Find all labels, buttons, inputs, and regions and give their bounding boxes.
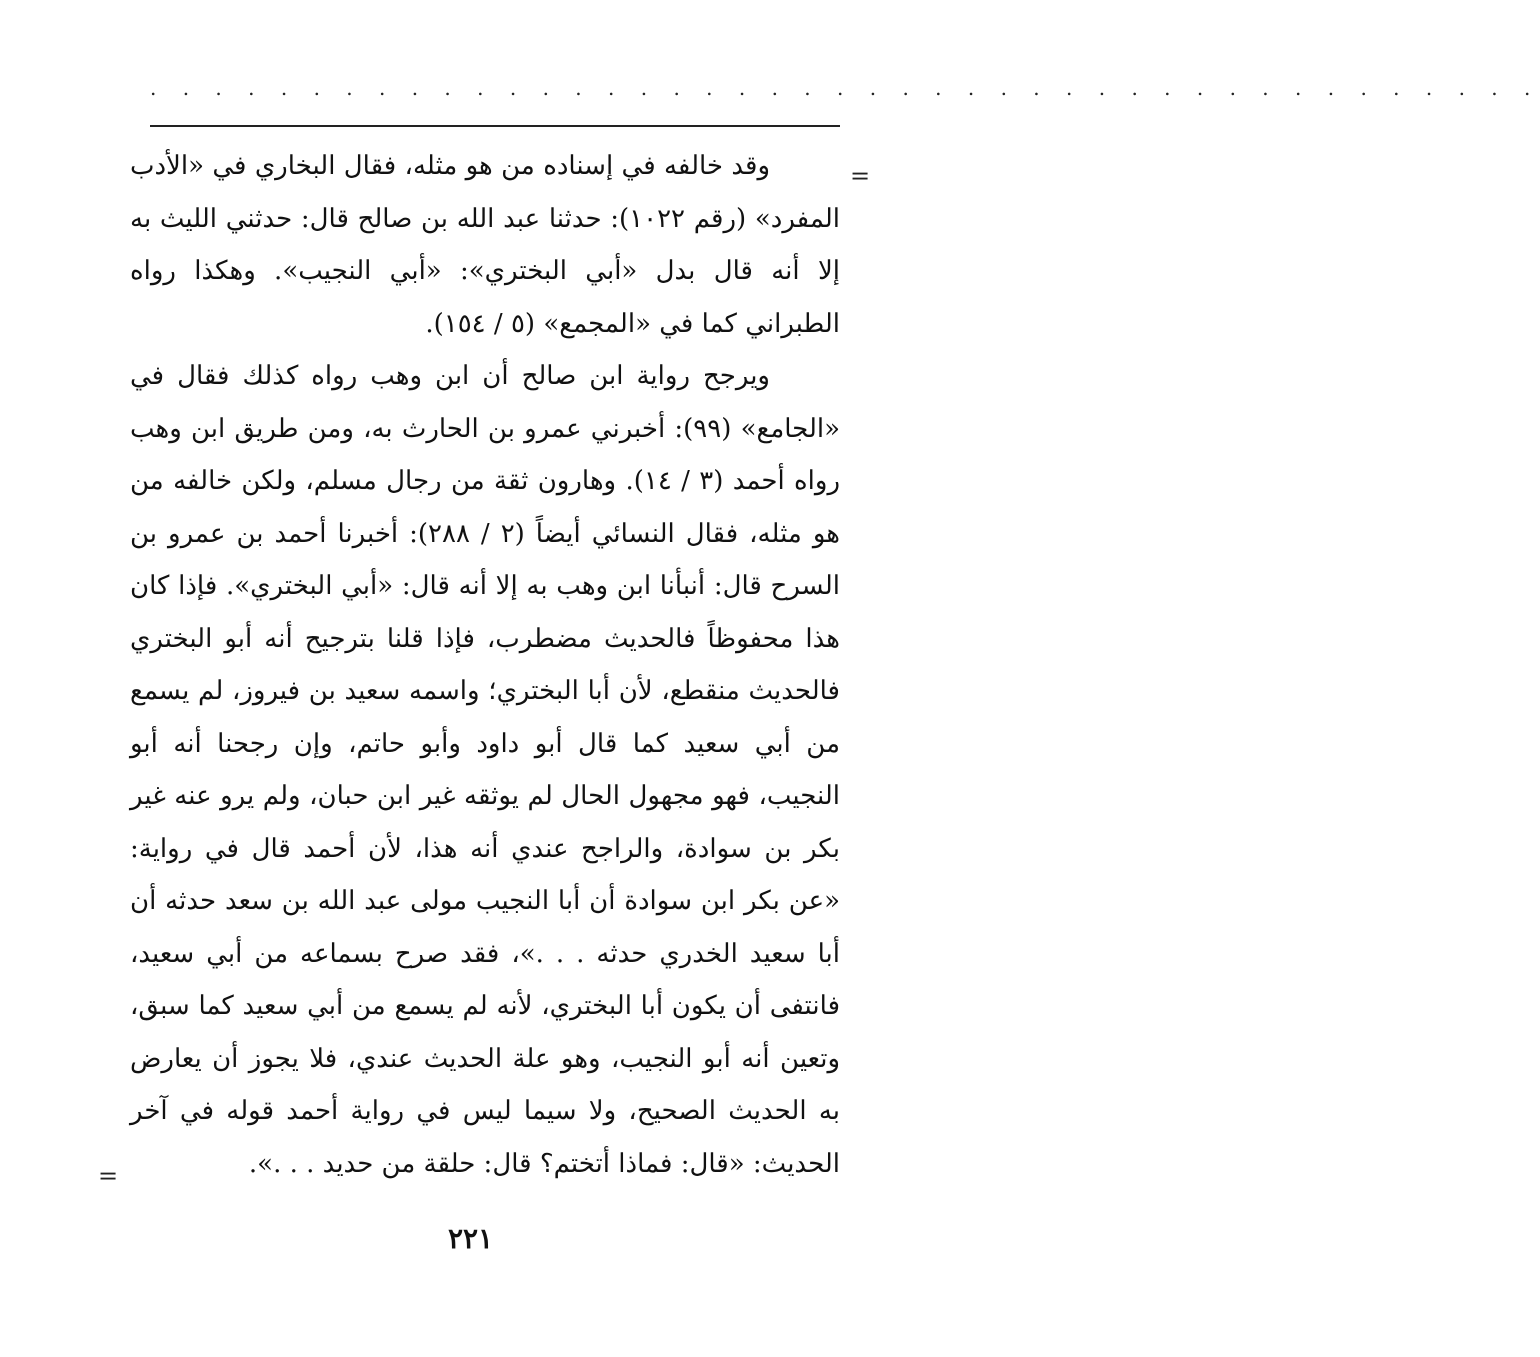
page-number: ٢٢١ [447, 1222, 494, 1255]
paragraph-1: وقد خالفه في إسناده من هو مثله، فقال البخاري في «الأدب المفرد» (رقم ١٠٢٢): حدثنا عبد الله بن صالح قال: حدثني الليث به إلا أنه قال بدل «أبي البختري»: «أبي النجيب». وهكذا رواه الطبراني كما في «المجمع» (٥ / ١٥٤). [130, 151, 841, 339]
continuation-mark-bottom: = [98, 1162, 119, 1190]
continuation-mark-top: = [850, 162, 871, 190]
body-text [130, 140, 840, 1190]
header-dotted-line: . . . . . . . . . . . . . . . . . . . . . . . . . . . . . . . . . . . . . . . . . . . [150, 76, 1540, 100]
header-rule [150, 125, 840, 127]
paragraph-2: ويرجح رواية ابن صالح أن ابن وهب رواه كذلك فقال في «الجامع» (٩٩): أخبرني عمرو بن الحارث به، ومن طريق ابن وهب رواه أحمد (٣ / ١٤). وهارون ثقة من رجال مسلم، ولكن خالفه من هو مثله، فقال النسائي أيضاً (٢ / ٢٨٨): أخبرنا أحمد بن عمرو بن السرح قال: أنبأنا ابن وهب به إلا أنه قال: «أبي البختري». فإذا كان هذا محفوظاً فالحديث مضطرب، فإذا قلنا بترجيح أنه أبو البختري فالحديث منقطع، لأن أبا البختري؛ واسمه سعيد بن فيروز، لم يسمع من أبي سعيد كما قال أبو داود وأبو حاتم، وإن رجحنا أنه أبو النجيب، فهو مجهول الحال لم يوثقه غير ابن حبان، ولم يرو عنه غير بكر بن سوادة، والراجح عندي أنه هذا، لأن أحمد قال في رواية: «عن بكر ابن سوادة أن أبا النجيب مولى عبد الله بن سعد حدثه أن أبا سعيد الخدري حدثه . . .»، فقد صرح بسماعه من أبي سعيد، فانتفى أن يكون أبا البختري، لأنه لم يسمع من أبي سعيد كما سبق، وتعين أنه أبو النجيب، وهو علة الحديث عندي، فلا يجوز أن يعارض به الحديث الصحيح، ولا سيما ليس في رواية أحمد قوله في آخر الحديث: «قال: فماذا أتختم؟ قال: حلقة من حديد . . .». [130, 361, 841, 1179]
